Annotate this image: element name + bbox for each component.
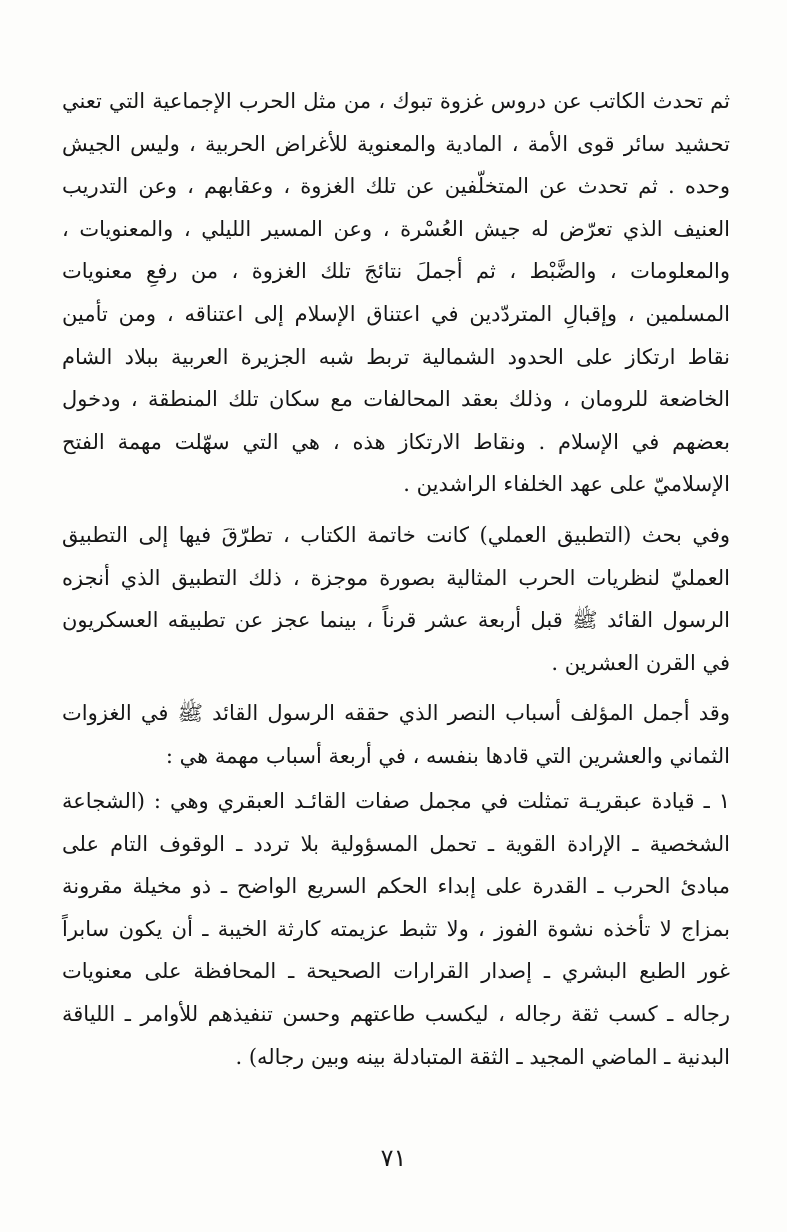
page-number: ٧١ bbox=[380, 1144, 407, 1172]
paragraph-text: وقد أجمل المؤلف أسباب النصر الذي حققه الرسول القائد ﷺ في الغزوات الثماني والعشرين التي قادها بنفسه ، في أربعة أسباب مهمة هي : bbox=[62, 701, 730, 768]
paragraph-tabuk-lessons bbox=[62, 80, 730, 506]
paragraph-genius-leadership bbox=[62, 780, 730, 1078]
paragraph-practical-application bbox=[62, 514, 730, 684]
paragraph-text: وفي بحث (التطبيق العملي) كانت خاتمة الكتاب ، تطرّقَ فيها إلى التطبيق العمليّ لنظريات الحرب المثالية بصورة موجزة ، ذلك التطبيق الذي أنجزه الرسول القائد ﷺ قبل أربعة عشر قرناً ، بينما عجز عن تطبيقه العسكريون في القرن العشرين . bbox=[62, 523, 730, 675]
paragraph-text: ١ ـ قيادة عبقريـة تمثلت في مجمل صفات القائـد العبقري وهي : (الشجاعة الشخصية ـ الإرادة القوية ـ تحمل المسؤولية بلا تردد ـ الوقوف التام على مبادئ الحرب ـ القدرة على إبداء الحكم السريع الواضح ـ ذو مخيلة مقرونة بمزاج لا تأخذه نشوة الفوز ، ولا تثبط عزيمته كارثة الخيبة ـ أن يكون سابراً غور الطبع البشري ـ إصدار القرارات الصحيحة ـ المحافظة على معنويات رجاله ـ كسب ثقة رجاله ، ليكسب طاعتهم وحسن تنفيذهم للأوامر ـ اللياقة البدنية ـ الماضي المجيد ـ الثقة المتبادلة بينه وبين رجاله) . bbox=[62, 789, 730, 1069]
paragraph-victory-reasons bbox=[62, 692, 730, 777]
paragraph-text: ثم تحدث الكاتب عن دروس غزوة تبوك ، من مثل الحرب الإجماعية التي تعني تحشيد سائر قوى الأمة ، المادية والمعنوية للأغراض الحربية ، وليس الجيش وحده . ثم تحدث عن المتخلّفين عن تلك الغزوة ، وعقابهم ، وعن التدريب العنيف الذي تعرّض له جيش العُسْرة ، وعن المسير الليلي ، والمعنويات ، والمعلومات ، والضَّبْط ، ثم أجملَ نتائجَ تلك الغزوة ، من رفعِ معنويات المسلمين ، وإقبالِ المتردّدين في اعتناق الإسلام إلى اعتناقه ، ومن تأمين نقاط ارتكاز على الحدود الشمالية تربط شبه الجزيرة العربية ببلاد الشام الخاضعة للرومان ، وذلك بعقد المحالفات مع سكان تلك المنطقة ، ودخول بعضهم في الإسلام . ونقاط الارتكاز هذه ، هي التي سهّلت مهمة الفتح الإسلاميّ على عهد الخلفاء الراشدين . bbox=[62, 89, 730, 497]
